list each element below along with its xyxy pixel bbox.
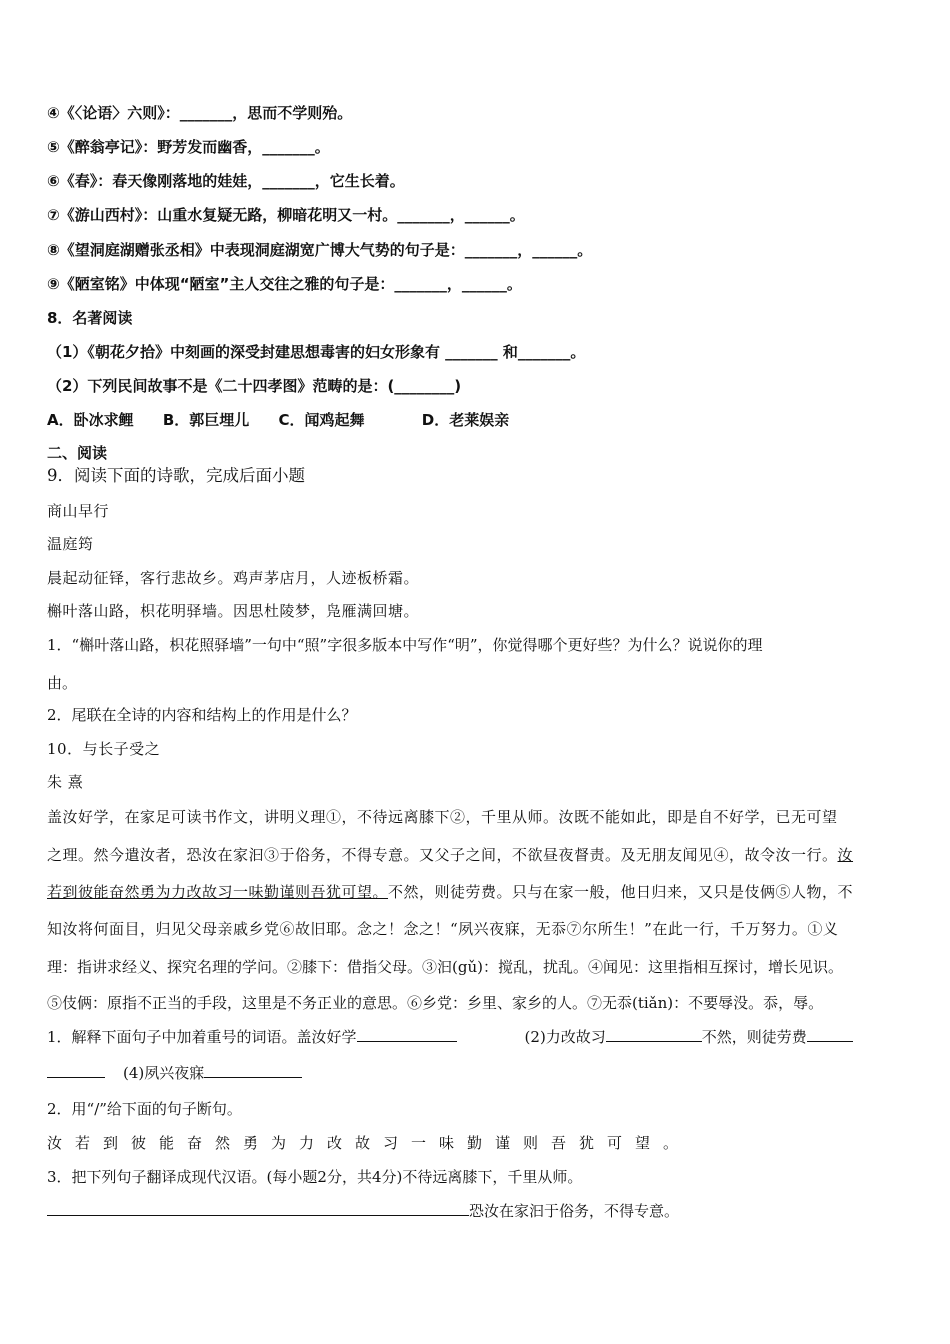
q8-options — [47, 410, 509, 430]
blank-1[interactable] — [357, 1027, 457, 1042]
q10-sub3-cont — [47, 1201, 679, 1221]
answer-line[interactable] — [47, 1201, 469, 1216]
q10-sub1-cont — [47, 1063, 302, 1083]
q9-title: 9．阅读下面的诗歌，完成后面小题 — [47, 466, 305, 485]
q10-text-3 — [47, 882, 853, 902]
q10-sub2: 2．用“/”给下面的句子断句。 — [47, 1100, 242, 1118]
q10-title: 10．与长子受之 — [47, 740, 161, 758]
q10-sub1 — [47, 1027, 853, 1047]
q8-part2: （2）下列民间故事不是《二十四孝图》范畴的是：(________) — [47, 377, 462, 395]
recite-item-8: ⑧《望洞庭湖赠张丞相》中表现洞庭湖宽广博大气势的句子是：_______，______。 — [47, 241, 593, 259]
option-d: D．老莱娱亲 — [421, 411, 510, 429]
poem-line-2: 槲叶落山路，枳花明驿墙。因思杜陵梦，凫雁满回塘。 — [47, 602, 420, 620]
q10-sub1-text: 1．解释下面句子中加着重号的词语。盖汝好学 — [47, 1028, 357, 1046]
q10-text-2a: 之理。然今遣汝者，恐汝在家汩③于俗务，不得专意。又父子之间，不欲昼夜督责。及无朋友闻见④，故令汝一行。 — [47, 846, 838, 864]
q8-title: 8．名著阅读 — [47, 309, 133, 327]
q10-note-2: ⑤伎俩：原指不正当的手段，这里是不务正业的意思。⑥乡党：乡里、家乡的人。⑦无忝(tiǎn)：不要辱没。忝，辱。 — [47, 994, 824, 1012]
q10-text-1: 盖汝好学，在家足可读书作文，讲明义理①，不待远离膝下②，千里从师。汝既不能如此，即是自不好学，已无可望 — [47, 808, 838, 826]
q10-text-3-underlined: 若到彼能奋然勇为力改故习一味勤谨则吾犹可望。 — [47, 883, 389, 901]
option-a: A．卧冰求鲤 — [47, 411, 134, 429]
q9-sub1-line2: 由。 — [47, 674, 78, 692]
q10-sub2-sentence: 汝若到彼能奋然勇为力改故习一味勤谨则吾犹可望。 — [47, 1134, 692, 1152]
recite-item-9: ⑨《陋室铭》中体现“陋室”主人交往之雅的句子是：_______，______。 — [47, 275, 522, 293]
blank-4[interactable] — [204, 1063, 302, 1078]
recite-item-7: ⑦《游山西村》：山重水复疑无路，柳暗花明又一村。_______，______。 — [47, 206, 525, 224]
blank-3[interactable] — [807, 1027, 853, 1042]
q10-text-2-underlined: 汝 — [837, 846, 854, 864]
section-title: 二、阅读 — [47, 444, 108, 462]
poem-line-1: 晨起动征铎，客行悲故乡。鸡声茅店月，人迹板桥霜。 — [47, 569, 420, 587]
q10-sub1-item2: (2)力改故习 — [524, 1028, 606, 1046]
blank-2[interactable] — [606, 1027, 702, 1042]
q10-author: 朱 熹 — [47, 773, 84, 791]
q10-text-2 — [47, 845, 853, 865]
q10-text-3b: 不然，则徒劳费。只与在家一般，他日归来，又只是伎俩⑤人物，不 — [388, 883, 854, 901]
option-b: B．郭巨埋儿 — [162, 411, 250, 429]
blank-3-cont[interactable] — [47, 1063, 105, 1078]
q8-part1: （1）《朝花夕拾》中刻画的深受封建思想毒害的妇女形象有 _______ 和_______。 — [47, 343, 586, 361]
q9-sub2: 2．尾联在全诗的内容和结构上的作用是什么？ — [47, 706, 357, 724]
recite-item-4: ④《〈论语〉六则》：_______，思而不学则殆。 — [47, 104, 353, 122]
q10-sub1-item3: 不然，则徒劳费 — [701, 1028, 807, 1046]
q10-text-4: 知汝将何面目，归见父母亲戚乡党⑥故旧耶。念之！念之！“夙兴夜寐，无忝⑦尔所生！”在此一行，千万努力。①义 — [47, 920, 839, 938]
recite-item-5: ⑤《醉翁亭记》：野芳发而幽香，_______。 — [47, 138, 330, 156]
q10-sub3-sentence2: 恐汝在家汩于俗务，不得专意。 — [469, 1202, 680, 1220]
recite-item-6: ⑥《春》：春天像刚落地的娃娃，_______，它生长着。 — [47, 172, 405, 190]
poem-title: 商山早行 — [47, 502, 110, 520]
q10-sub3: 3．把下列句子翻译成现代汉语。(每小题2分，共4分)不待远离膝下，千里从师。 — [47, 1168, 583, 1186]
option-c: C．闻鸡起舞 — [278, 411, 365, 429]
poem-author: 温庭筠 — [47, 535, 94, 553]
q10-note-1: 理：指讲求经义、探究名理的学问。②膝下：借指父母。③汩(gǔ)：搅乱，扰乱。④闻见：这里指相互探讨，增长见识。 — [47, 958, 843, 976]
q9-sub1-line1: 1．“槲叶落山路，枳花照驿墙”一句中“照”字很多版本中写作“明”，你觉得哪个更好些？为什么？说说你的理 — [47, 636, 763, 654]
q10-sub1-item4: (4)夙兴夜寐 — [123, 1064, 205, 1082]
